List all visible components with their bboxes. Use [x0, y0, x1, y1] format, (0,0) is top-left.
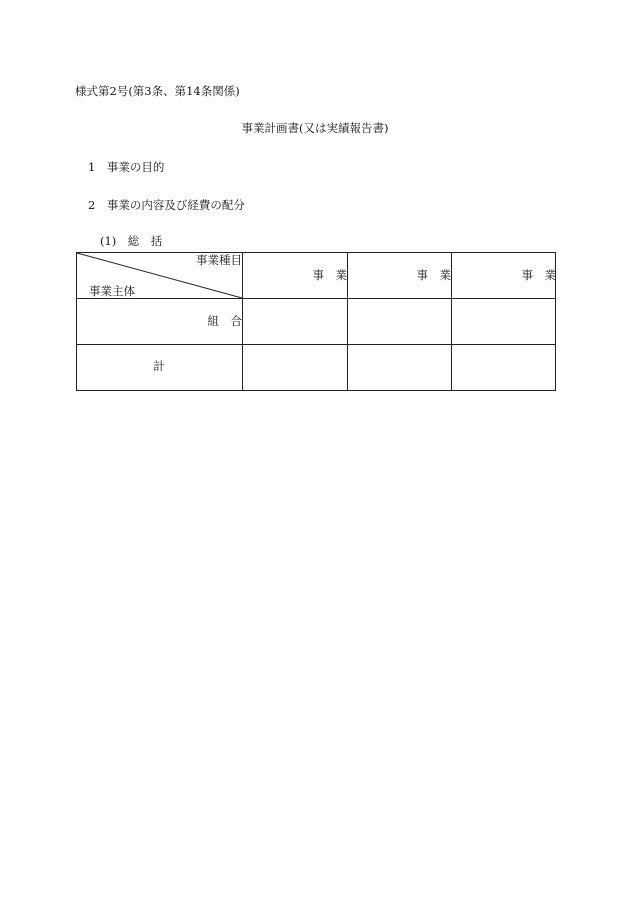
section-number: 2 [88, 198, 96, 212]
corner-header-business-type: 事業種目 [196, 253, 242, 267]
section-text: 事業の目的 [106, 160, 165, 174]
form-number-label: 様式第2号(第3条、第14条関係) [75, 84, 240, 98]
column-header-2: 事 業 [416, 268, 451, 282]
section-2-heading [88, 200, 245, 212]
row-label-union: 組 合 [207, 314, 242, 328]
corner-header-business-entity: 事業主体 [89, 284, 135, 298]
summary-table [76, 252, 556, 391]
section-text: 事業の内容及び経費の配分 [106, 198, 245, 212]
document-title: 事業計画書(又は実績報告書) [241, 121, 389, 135]
subsection-text: 総 括 [127, 234, 163, 248]
section-1-heading [88, 162, 164, 174]
column-header-3: 事 業 [521, 268, 556, 282]
column-header-1: 事 業 [312, 268, 347, 282]
row-label-total: 計 [153, 359, 165, 373]
subsection-heading [100, 236, 162, 248]
subsection-number: (1) [100, 234, 117, 248]
section-number: 1 [88, 160, 96, 174]
